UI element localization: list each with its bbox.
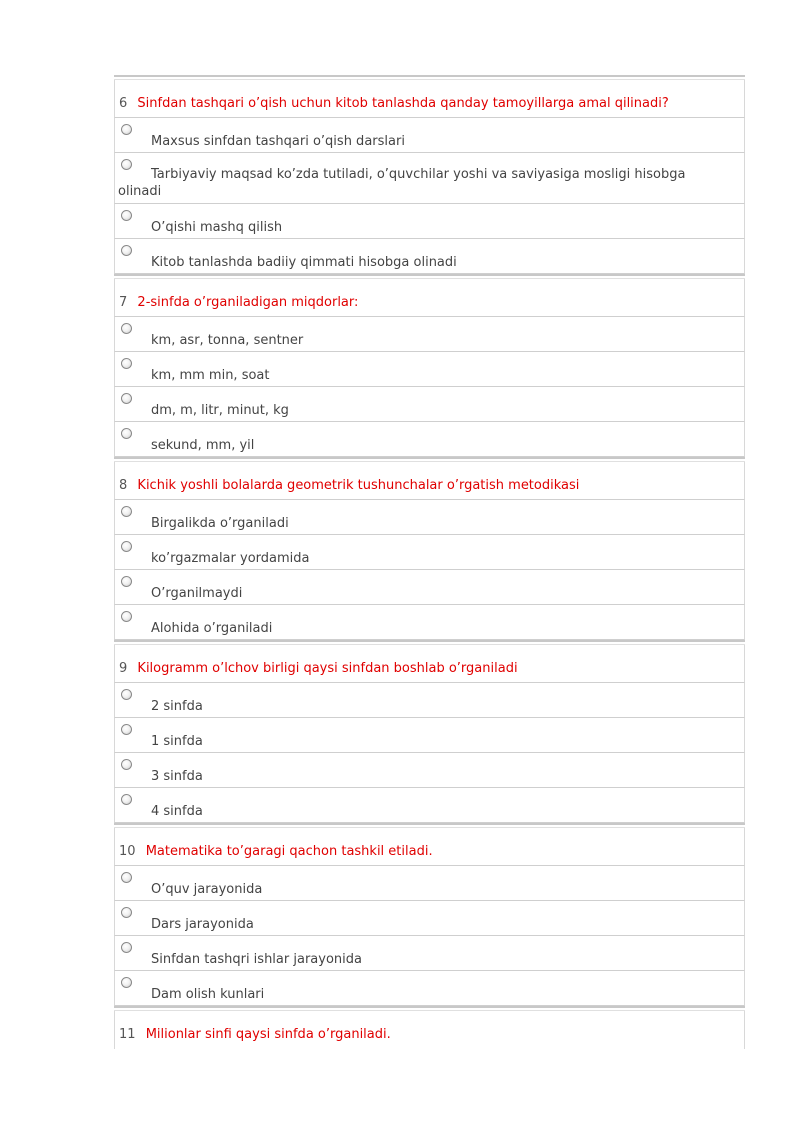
answer-option[interactable] <box>114 901 745 936</box>
option-label: O’rganilmaydi <box>151 586 243 601</box>
answer-option[interactable] <box>114 387 745 422</box>
radio-button[interactable] <box>121 124 132 135</box>
answer-option[interactable] <box>114 683 745 718</box>
answer-option[interactable] <box>114 500 745 535</box>
answer-option[interactable] <box>114 422 745 457</box>
option-label: Tarbiyaviy maqsad ko’zda tutiladi, o’quvchilar yoshi va saviyasiga mosligi hisobga olinadi <box>118 167 686 199</box>
radio-button[interactable] <box>121 689 132 700</box>
option-label: Alohida o’rganiladi <box>151 621 273 636</box>
question-block <box>114 1006 745 1049</box>
question-header <box>114 80 745 118</box>
question-block <box>114 640 745 823</box>
option-label: Sinfdan tashqri ishlar jarayonida <box>151 952 362 967</box>
question-block <box>114 457 745 640</box>
answer-option[interactable] <box>114 118 745 153</box>
question-header <box>114 462 745 500</box>
option-label: Birgalikda o’rganiladi <box>151 516 289 531</box>
answer-option[interactable] <box>114 605 745 640</box>
question-text: Milionlar sinfi qaysi sinfda o’rganiladi. <box>145 1027 391 1042</box>
option-label: Kitob tanlashda badiiy qimmati hisobga olinadi <box>151 255 457 270</box>
question-number: 9 <box>119 661 128 676</box>
option-label: sekund, mm, yil <box>151 438 255 453</box>
option-label: dm, m, litr, minut, kg <box>151 403 289 418</box>
question-block <box>114 75 745 274</box>
answer-option[interactable] <box>114 718 745 753</box>
radio-button[interactable] <box>121 611 132 622</box>
question-text: Sinfdan tashqari o’qish uchun kitob tanlashda qanday tamoyillarga amal qilinadi? <box>137 96 669 111</box>
radio-button[interactable] <box>121 393 132 404</box>
answer-option[interactable] <box>114 936 745 971</box>
radio-button[interactable] <box>121 576 132 587</box>
option-label: Dam olish kunlari <box>151 987 265 1002</box>
answer-option[interactable] <box>114 204 745 239</box>
option-label: 4 sinfda <box>151 804 203 819</box>
radio-button[interactable] <box>121 428 132 439</box>
answer-option[interactable] <box>114 866 745 901</box>
question-text: Kilogramm o’lchov birligi qaysi sinfdan boshlab o’rganiladi <box>137 661 518 676</box>
question-header <box>114 645 745 683</box>
radio-button[interactable] <box>121 872 132 883</box>
answer-option[interactable] <box>114 535 745 570</box>
radio-button[interactable] <box>121 907 132 918</box>
question-number: 8 <box>119 478 128 493</box>
question-block <box>114 823 745 1006</box>
question-header <box>114 279 745 317</box>
question-number: 11 <box>119 1027 136 1042</box>
quiz-list <box>114 75 745 1049</box>
answer-option[interactable] <box>114 753 745 788</box>
answer-option[interactable] <box>114 971 745 1006</box>
radio-button[interactable] <box>121 541 132 552</box>
option-label: km, asr, tonna, sentner <box>151 333 304 348</box>
answer-option[interactable] <box>114 788 745 823</box>
option-label: O’qishi mashq qilish <box>151 220 283 235</box>
option-label: Maxsus sinfdan tashqari o’qish darslari <box>151 134 405 149</box>
answer-option[interactable] <box>114 352 745 387</box>
question-header <box>114 1011 745 1049</box>
option-label: ko’rgazmalar yordamida <box>151 551 310 566</box>
question-block <box>114 274 745 457</box>
question-text: Kichik yoshli bolalarda geometrik tushunchalar o’rgatish metodikasi <box>137 478 580 493</box>
radio-button[interactable] <box>121 358 132 369</box>
answer-option[interactable] <box>114 317 745 352</box>
answer-option[interactable] <box>114 153 745 204</box>
radio-button[interactable] <box>121 323 132 334</box>
option-label: Dars jarayonida <box>151 917 254 932</box>
radio-button[interactable] <box>121 724 132 735</box>
question-number: 7 <box>119 295 128 310</box>
option-label: 2 sinfda <box>151 699 203 714</box>
question-header <box>114 828 745 866</box>
option-label: km, mm min, soat <box>151 368 270 383</box>
option-label: O’quv jarayonida <box>151 882 263 897</box>
option-label: 1 sinfda <box>151 734 203 749</box>
answer-option[interactable] <box>114 570 745 605</box>
radio-button[interactable] <box>121 942 132 953</box>
radio-button[interactable] <box>121 794 132 805</box>
question-text: Matematika to’garagi qachon tashkil etiladi. <box>145 844 433 859</box>
radio-button[interactable] <box>121 210 132 221</box>
radio-button[interactable] <box>121 977 132 988</box>
answer-option[interactable] <box>114 239 745 274</box>
question-text: 2-sinfda o’rganiladigan miqdorlar: <box>137 295 359 310</box>
radio-button[interactable] <box>121 506 132 517</box>
radio-button[interactable] <box>121 759 132 770</box>
option-label: 3 sinfda <box>151 769 203 784</box>
question-number: 6 <box>119 96 128 111</box>
question-number: 10 <box>119 844 136 859</box>
radio-button[interactable] <box>121 245 132 256</box>
